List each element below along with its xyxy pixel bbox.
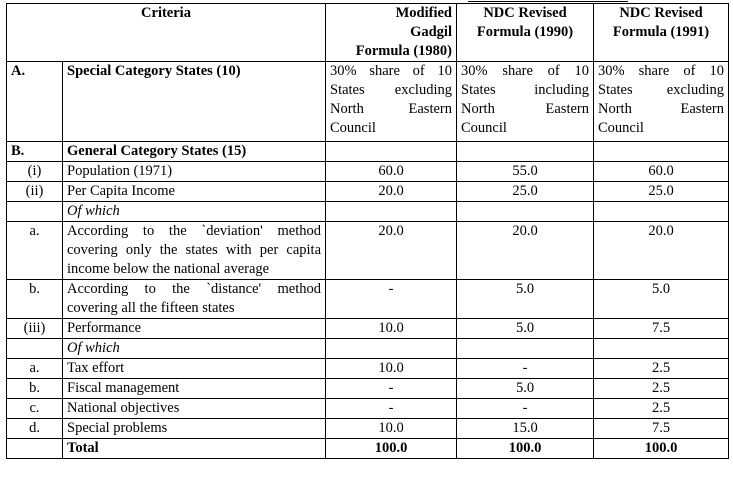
cell: 30% share of 10 States excluding North Eastern Council <box>594 62 729 142</box>
value-cell: - <box>326 399 457 419</box>
row-label: Tax effort <box>63 359 326 379</box>
value-cell: 20.0 <box>457 222 594 280</box>
cut-off-caption-border <box>468 0 628 2</box>
row-id: a. <box>7 359 63 379</box>
row-id <box>7 202 63 222</box>
value-cell: 7.5 <box>594 319 729 339</box>
total-label: Total <box>63 439 326 459</box>
value-cell: 60.0 <box>326 162 457 182</box>
row-id: d. <box>7 419 63 439</box>
table-row <box>7 379 729 399</box>
row-label: According to the `deviation' method covering only the states with per capita income below the national average <box>63 222 326 280</box>
value-cell: 5.0 <box>457 379 594 399</box>
table-row <box>7 222 729 280</box>
row-id: (iii) <box>7 319 63 339</box>
value-cell: 10.0 <box>326 419 457 439</box>
value-cell <box>326 339 457 359</box>
value-cell: 2.5 <box>594 359 729 379</box>
row-id: a. <box>7 222 63 280</box>
total-value: 100.0 <box>326 439 457 459</box>
row-id: (ii) <box>7 182 63 202</box>
row-label: According to the `distance' method covering all the fifteen states <box>63 280 326 319</box>
value-cell: - <box>457 399 594 419</box>
cell: 30% share of 10 States excluding North Eastern Council <box>326 62 457 142</box>
value-cell: 20.0 <box>594 222 729 280</box>
col-header-1991: NDC Revised Formula (1991) <box>594 4 729 62</box>
value-cell <box>594 339 729 359</box>
formula-table <box>6 3 729 459</box>
row-label: Performance <box>63 319 326 339</box>
row-label: Fiscal management <box>63 379 326 399</box>
table-row <box>7 339 729 359</box>
row-id: B. <box>7 142 63 162</box>
criteria-header: Criteria <box>7 4 326 62</box>
value-cell: 15.0 <box>457 419 594 439</box>
row-label: Special Category States (10) <box>63 62 326 142</box>
col-header-1980: Modified Gadgil Formula (1980) <box>326 4 457 62</box>
value-cell: 20.0 <box>326 182 457 202</box>
value-cell <box>326 202 457 222</box>
row-id: b. <box>7 379 63 399</box>
row-id: A. <box>7 62 63 142</box>
value-cell <box>457 339 594 359</box>
row-label: Of which <box>63 202 326 222</box>
header-row <box>7 4 729 62</box>
value-cell <box>457 202 594 222</box>
value-cell: - <box>326 379 457 399</box>
row-label: Per Capita Income <box>63 182 326 202</box>
row-label: Population (1971) <box>63 162 326 182</box>
table-row-a <box>7 62 729 142</box>
total-row <box>7 439 729 459</box>
row-label: Of which <box>63 339 326 359</box>
table-row <box>7 419 729 439</box>
value-cell: - <box>326 280 457 319</box>
value-cell: 5.0 <box>457 280 594 319</box>
value-cell <box>594 202 729 222</box>
value-cell: 55.0 <box>457 162 594 182</box>
cell: 30% share of 10 States including North Eastern Council <box>457 62 594 142</box>
table-row <box>7 162 729 182</box>
value-cell: 10.0 <box>326 319 457 339</box>
row-id: c. <box>7 399 63 419</box>
value-cell: 5.0 <box>594 280 729 319</box>
table-row <box>7 280 729 319</box>
row-id <box>7 339 63 359</box>
value-cell: 7.5 <box>594 419 729 439</box>
row-label: National objectives <box>63 399 326 419</box>
value-cell: 2.5 <box>594 379 729 399</box>
col-header-1990: NDC Revised Formula (1990) <box>457 4 594 62</box>
table-row-b <box>7 142 729 162</box>
value-cell: 25.0 <box>594 182 729 202</box>
total-value: 100.0 <box>594 439 729 459</box>
value-cell: 60.0 <box>594 162 729 182</box>
table-row <box>7 182 729 202</box>
value-cell: 2.5 <box>594 399 729 419</box>
value-cell: 25.0 <box>457 182 594 202</box>
row-label: General Category States (15) <box>63 142 326 162</box>
table-row <box>7 399 729 419</box>
row-id: b. <box>7 280 63 319</box>
table-row <box>7 359 729 379</box>
value-cell: 20.0 <box>326 222 457 280</box>
table-row <box>7 319 729 339</box>
total-value: 100.0 <box>457 439 594 459</box>
table-row <box>7 202 729 222</box>
value-cell: 10.0 <box>326 359 457 379</box>
row-label: Special problems <box>63 419 326 439</box>
value-cell: 5.0 <box>457 319 594 339</box>
value-cell: - <box>457 359 594 379</box>
row-id: (i) <box>7 162 63 182</box>
